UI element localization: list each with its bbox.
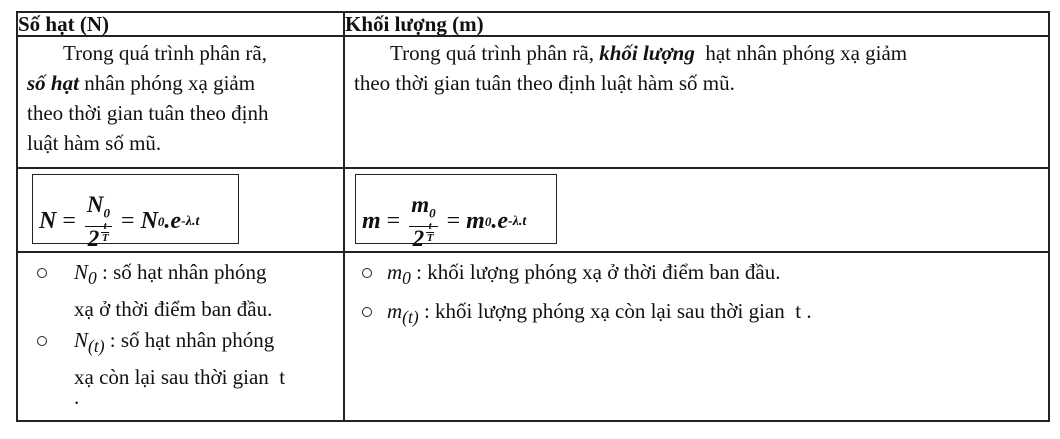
variables-row — [17, 252, 1049, 421]
list-item: $m_{(t)}$ : khối lượng phóng xạ còn lại sau thời gian t . — [345, 296, 1048, 333]
header-row — [17, 12, 1049, 36]
emphasis-particle-count: số hạt — [27, 71, 79, 95]
header-mass: Khối lượng (m) — [344, 12, 1049, 36]
formula-particle-count: N = $N_0$ 2 t T = N 0 .e -λ.t — [39, 192, 200, 251]
desc-left-line-2: số hạt nhân phóng xạ giảm — [27, 71, 256, 95]
circle-bullet-icon — [362, 268, 372, 278]
formula-right-cell — [344, 168, 1049, 252]
desc-left-line-1: Trong quá trình phân rã, — [63, 41, 267, 65]
description-right-cell — [344, 36, 1049, 168]
variables-left-cell — [17, 252, 344, 421]
list-item: $m_0$ : khối lượng phóng xạ ở thời điểm ban đầu. — [345, 257, 1048, 294]
desc-left-line-4: luật hàm số mũ. — [27, 131, 162, 155]
description-row — [17, 36, 1049, 168]
fraction: $m_0$ 2 t T — [411, 192, 436, 251]
formula-box-particle-count — [32, 174, 239, 251]
formula-left-cell — [17, 168, 344, 252]
physics-table — [16, 11, 1050, 422]
fraction: $N_0$ 2 t T — [86, 192, 111, 251]
emphasis-mass: khối lượng — [599, 41, 695, 65]
formula-mass: m = $m_0$ 2 t T = m 0 .e -λ.t — [362, 192, 527, 251]
circle-bullet-icon — [37, 336, 47, 346]
desc-left-line-3: theo thời gian tuân theo định — [27, 101, 269, 125]
desc-right-line-2: theo thời gian tuân theo định luật hàm số mũ. — [354, 71, 735, 95]
circle-bullet-icon — [37, 268, 47, 278]
description-left-paragraph — [18, 37, 343, 158]
description-left-cell — [17, 36, 344, 168]
variables-right-cell — [344, 252, 1049, 421]
trailing-dot: . — [74, 385, 80, 410]
formula-row — [17, 168, 1049, 252]
description-right-paragraph — [345, 37, 1048, 98]
desc-right-line-1: Trong quá trình phân rã, khối lượng hạt nhân phóng xạ giảm — [390, 41, 908, 65]
formula-box-mass — [355, 174, 557, 251]
circle-bullet-icon — [362, 307, 372, 317]
header-particle-count: Số hạt (N) — [17, 12, 344, 36]
list-item: $N_0$ : số hạt nhân phóng xạ ở thời điểm ban đầu. — [18, 257, 343, 325]
list-item: $N_{(t)}$ : số hạt nhân phóng xạ còn lại sau thời gian t — [18, 325, 343, 393]
